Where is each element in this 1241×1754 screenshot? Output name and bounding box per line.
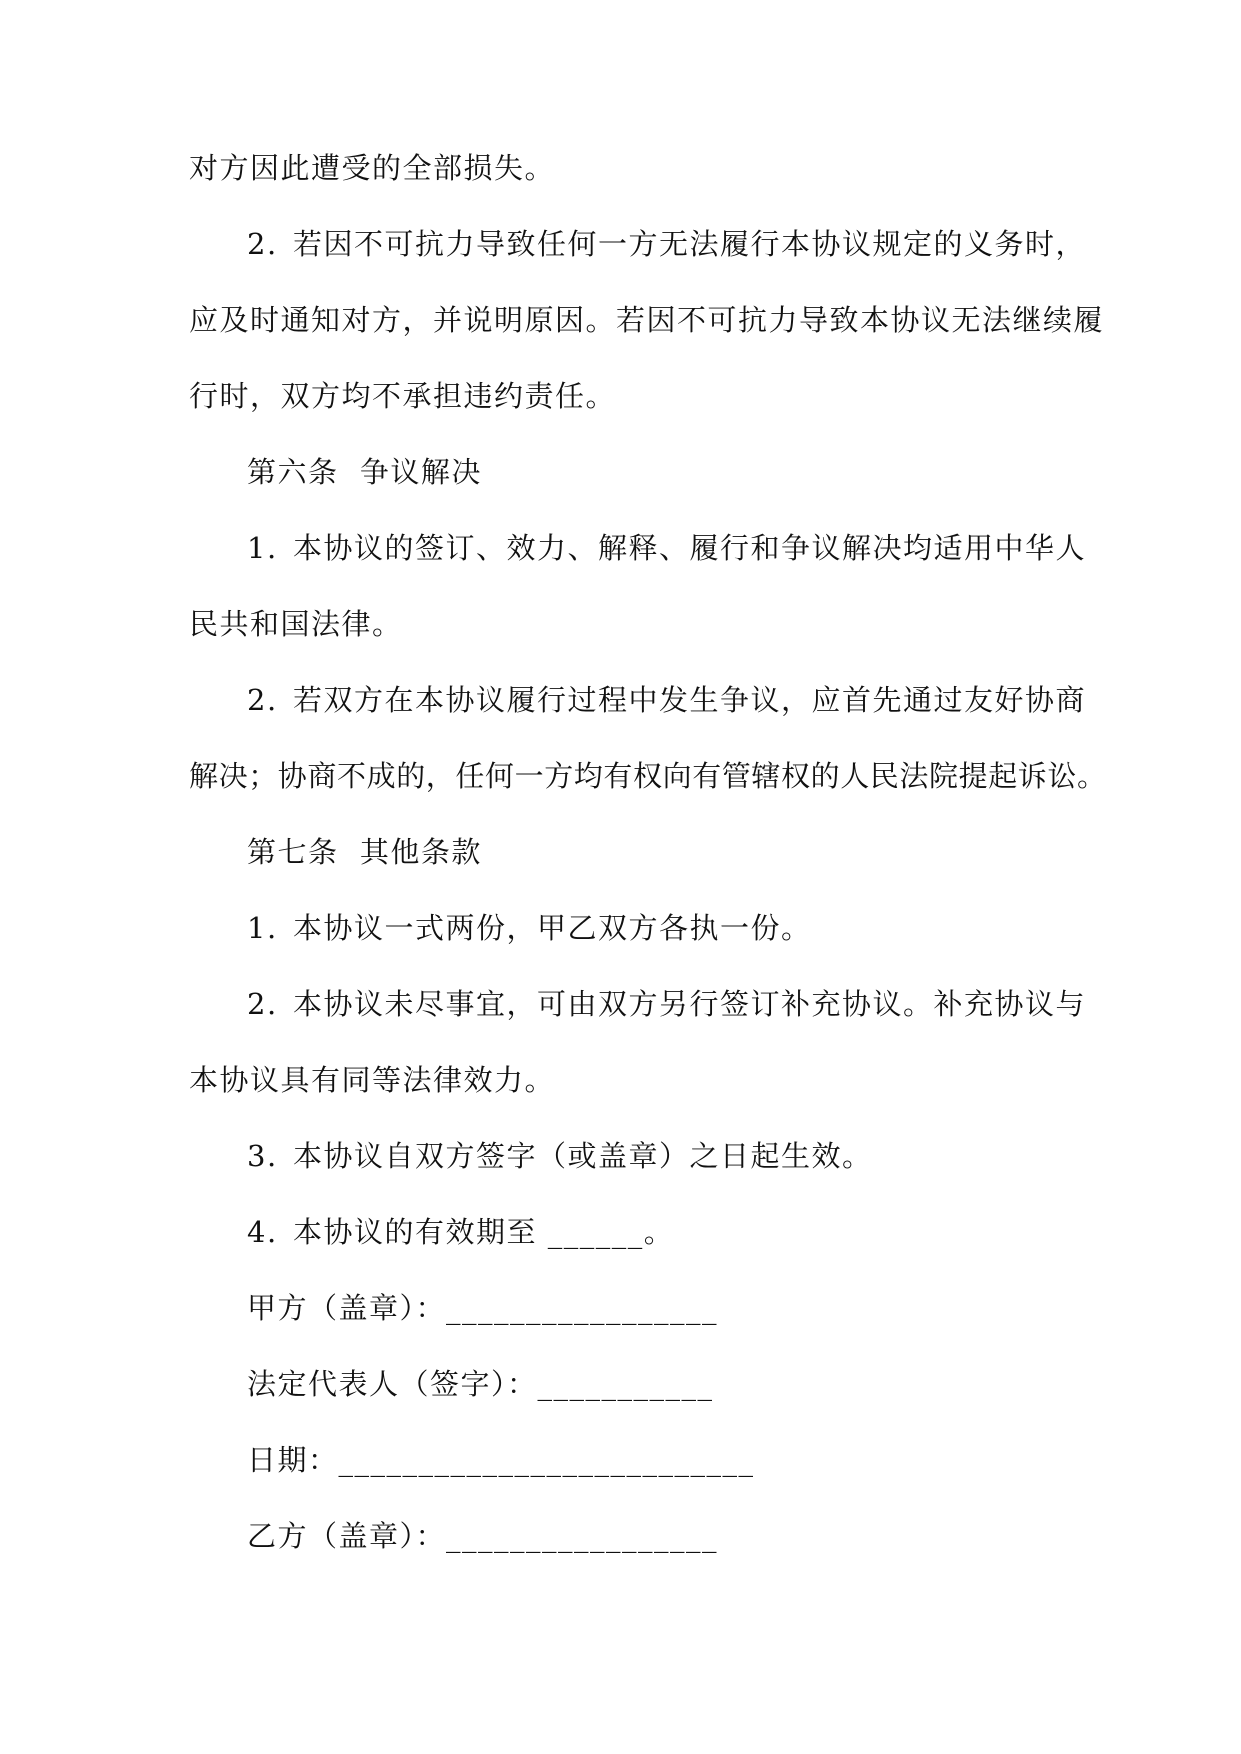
section-title: 第七条 其他条款 [247, 835, 482, 869]
clause-number: 2. [247, 227, 278, 261]
signature-label: 甲方（盖章）：_________________ [247, 1291, 719, 1325]
clause-number: 1. [247, 531, 278, 565]
line-text: 本协议具有同等法律效力。 [189, 1063, 556, 1097]
clause-number: 1. [247, 911, 278, 945]
paragraph-line [189, 300, 1105, 340]
signature-line-date [247, 1440, 1059, 1480]
section-heading [247, 452, 1059, 492]
section-title: 第六条 争议解决 [247, 455, 482, 489]
signature-label: 日期：__________________________ [247, 1443, 755, 1477]
clause-item [247, 908, 1059, 948]
paragraph-line [189, 604, 1059, 644]
clause-item [247, 224, 1087, 264]
line-text: 民共和国法律。 [189, 607, 403, 641]
line-text: 行时，双方均不承担违约责任。 [189, 379, 617, 413]
line-text: 解决；协商不成的，任何一方均有权向有管辖权的人民法院提起诉讼。 [189, 759, 1107, 793]
clause-item [247, 1212, 1059, 1252]
clause-item [247, 528, 1087, 568]
section-heading [247, 832, 1059, 872]
clause-text: 若双方在本协议履行过程中发生争议，应首先通过友好协商 [293, 683, 1087, 717]
clause-item [247, 680, 1087, 720]
signature-label: 乙方（盖章）：_________________ [247, 1519, 719, 1553]
paragraph-line [189, 376, 1059, 416]
clause-number: 2. [247, 987, 278, 1021]
line-text: 对方因此遭受的全部损失。 [189, 151, 556, 185]
paragraph-line [189, 1060, 1059, 1100]
clause-text: 本协议一式两份，甲乙双方各执一份。 [293, 911, 812, 945]
clause-text: 本协议的签订、效力、解释、履行和争议解决均适用中华人 [293, 531, 1087, 565]
signature-line-party-a [247, 1288, 1059, 1328]
clause-text: 本协议未尽事宜，可由双方另行签订补充协议。补充协议与 [293, 987, 1087, 1021]
paragraph-line [189, 756, 1107, 796]
clause-number: 2. [247, 683, 278, 717]
clause-text: 若因不可抗力导致任何一方无法履行本协议规定的义务时， [293, 227, 1087, 261]
signature-label: 法定代表人（签字）：___________ [247, 1367, 714, 1401]
clause-item [247, 1136, 1059, 1176]
signature-line-legal-representative [247, 1364, 1059, 1404]
clause-item [247, 984, 1087, 1024]
clause-text: 本协议自双方签字（或盖章）之日起生效。 [293, 1139, 873, 1173]
clause-text: 本协议的有效期至 ______。 [293, 1215, 675, 1249]
signature-line-party-b [247, 1516, 1059, 1556]
clause-number: 3. [247, 1139, 278, 1173]
line-text: 应及时通知对方，并说明原因。若因不可抗力导致本协议无法继续履 [189, 303, 1105, 337]
paragraph-line [189, 148, 1059, 188]
clause-number: 4. [247, 1215, 278, 1249]
